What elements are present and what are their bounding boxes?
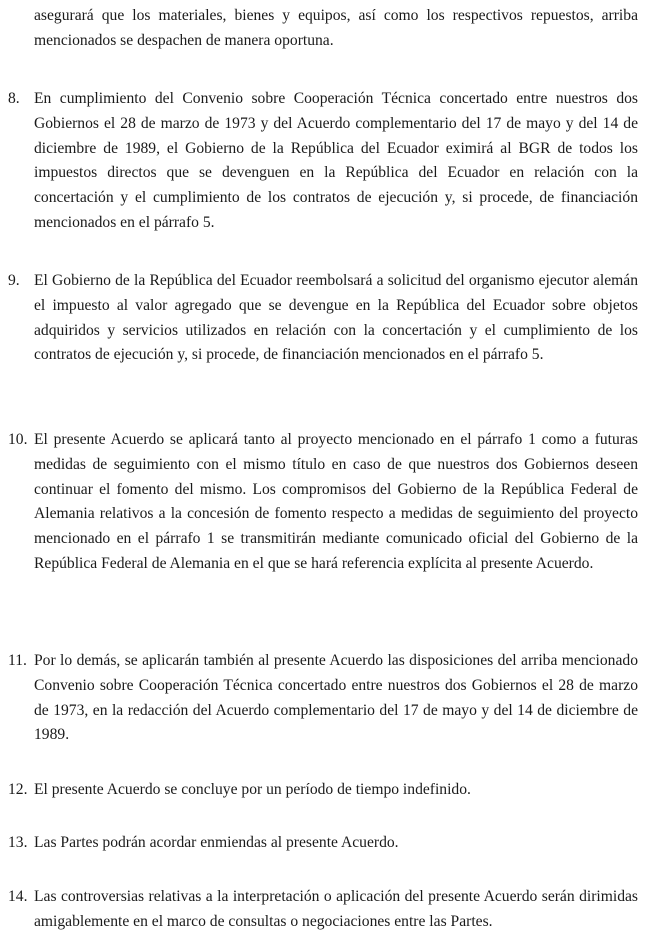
paragraph-number: 13. [8,834,28,851]
paragraph-11 [8,649,638,748]
paragraph-number: 8. [8,90,20,107]
paragraph-text: El presente Acuerdo se aplicará tanto al proyecto mencionado en el párrafo 1 como a futuras medidas de seguimiento con el mismo título en caso de que nuestros dos Gobiernos deseen continuar el fomento del mismo. Los compromisos del Gobierno de la República Federal de Alemania relativos a la concesión de fomento respecto a medidas de seguimiento del proyecto mencionado en el párrafo 1 se transmitirán mediante comunicado oficial del Gobierno de la República Federal de Alemania en el que se hará referencia explícita al presente Acuerdo. [34,431,638,572]
paragraph-text: Por lo demás, se aplicarán también al presente Acuerdo las disposiciones del arriba mencionado Convenio sobre Cooperación Técnica concertado entre nuestros dos Gobiernos el 28 de marzo de 1973, en la redacción del Acuerdo complementario del 17 de mayo y del 14 de diciembre de 1989. [34,652,638,744]
paragraph-number: 11. [8,652,27,669]
paragraph-text: Las controversias relativas a la interpretación o aplicación del presente Acuerdo serán dirimidas amigablemente en el marco de consultas o negociaciones entre las Partes. [34,888,638,930]
paragraph-8 [8,87,638,236]
paragraph-12 [8,778,638,803]
paragraph-text: El presente Acuerdo se concluye por un período de tiempo indefinido. [34,781,471,798]
paragraph-text: El Gobierno de la República del Ecuador reembolsará a solicitud del organismo ejecutor alemán el impuesto al valor agregado que se devengue en la República del Ecuador sobre objetos adquiridos y servicios utilizados en relación con la concertación y el cumplimiento de los contratos de ejecución y, si procede, de financiación mencionados en el párrafo 5. [34,272,638,364]
paragraph-text: En cumplimiento del Convenio sobre Cooperación Técnica concertado entre nuestros dos Gobiernos el 28 de marzo de 1973 y del Acuerdo complementario del 17 de mayo y del 14 de diciembre de 1989, el Gobierno de la República del Ecuador eximirá al BGR de todos los impuestos directos que se devenguen en la República del Ecuador en relación con la concertación y el cumplimiento de los contratos de ejecución y, si procede, de financiación mencionados en el párrafo 5. [34,90,638,231]
continuation-paragraph: asegurará que los materiales, bienes y equipos, así como los respectivos repuestos, arriba mencionados se despachen de manera oportuna. [34,7,638,49]
paragraph-13 [8,831,638,856]
paragraph-number: 9. [8,272,20,289]
paragraph-text: Las Partes podrán acordar enmiendas al presente Acuerdo. [34,834,399,851]
paragraph-number: 12. [8,781,28,798]
paragraph-14 [8,885,638,935]
paragraph-9 [8,269,638,368]
paragraph-number: 10. [8,431,28,448]
paragraph-10 [8,428,638,577]
paragraph-number: 14. [8,888,28,905]
